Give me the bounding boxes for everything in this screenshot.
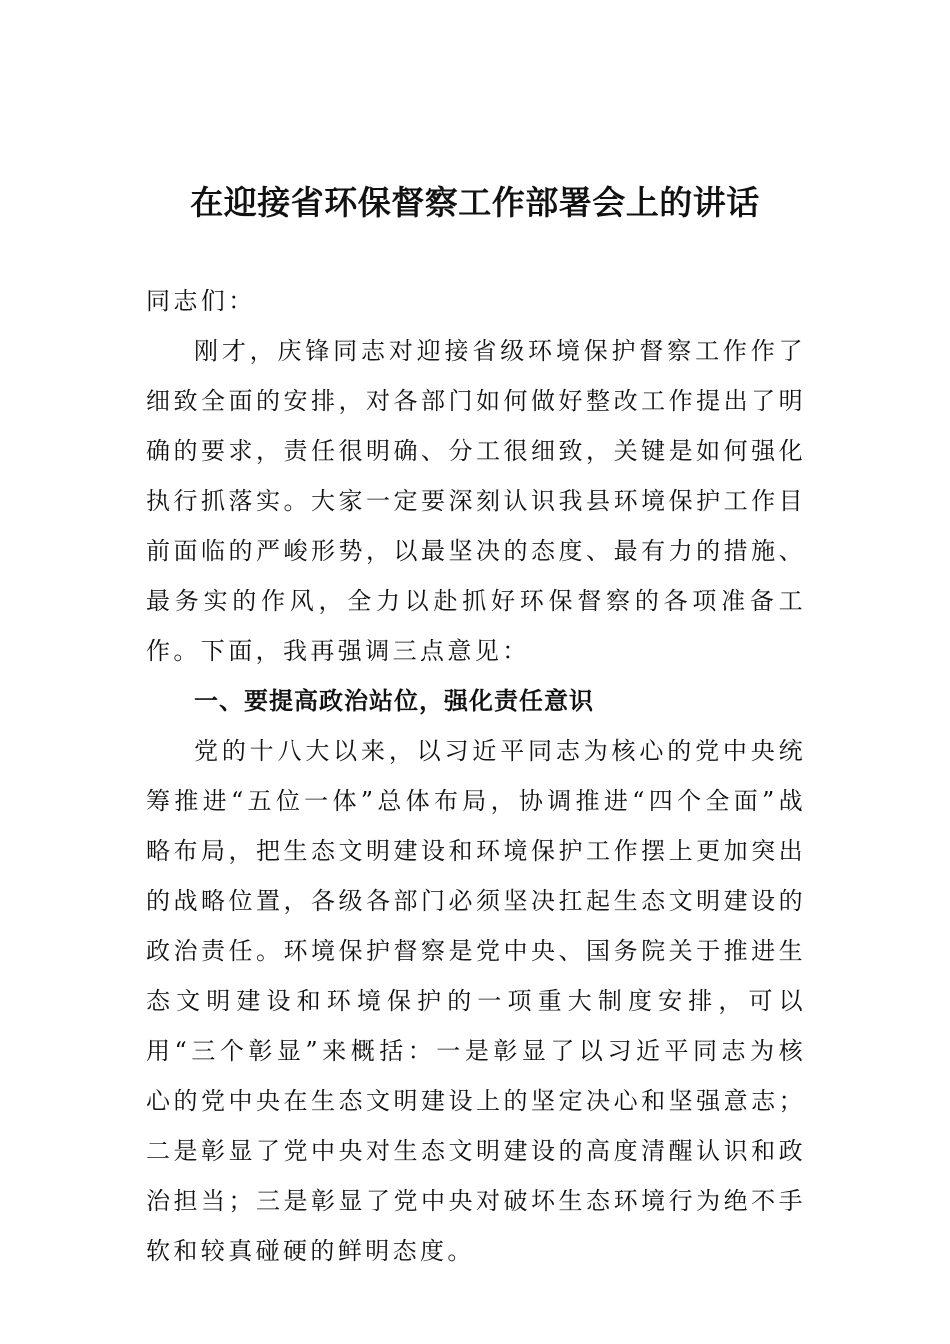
document-body (146, 276, 806, 1276)
salutation: 同志们： (146, 287, 256, 315)
section-heading: 一、要提高政治站位，强化责任意识 (194, 687, 594, 715)
document-title: 在迎接省环保督察工作部署会上的讲话 (190, 183, 760, 222)
paragraph-intro: 刚才，庆锋同志对迎接省级环境保护督察工作作了细致全面的安排，对各部门如何做好整改工作提出了明确的要求，责任很明确、分工很细致，关键是如何强化执行抓落实。大家一定要深刻认识我县环境保护工作目前面临的严峻形势，以最坚决的态度、最有力的措施、最务实的作风，全力以赴抓好环保督察的各项准备工作。下面，我再强调三点意见： (146, 337, 806, 665)
paragraph-body: 党的十八大以来，以习近平同志为核心的党中央统筹推进“五位一体”总体布局，协调推进“四个全面”战略布局，把生态文明建设和环境保护工作摆上更加突出的战略位置，各级各部门必须坚决扛起生态文明建设的政治责任。环境保护督察是党中央、国务院关于推进生态文明建设和环境保护的一项重大制度安排，可以用“三个彰显”来概括：一是彰显了以习近平同志为核心的党中央在生态文明建设上的坚定决心和坚强意志；二是彰显了党中央对生态文明建设的高度清醒认识和政治担当；三是彰显了党中央对破坏生态环境行为绝不手软和较真碰硬的鲜明态度。 (146, 737, 806, 1265)
